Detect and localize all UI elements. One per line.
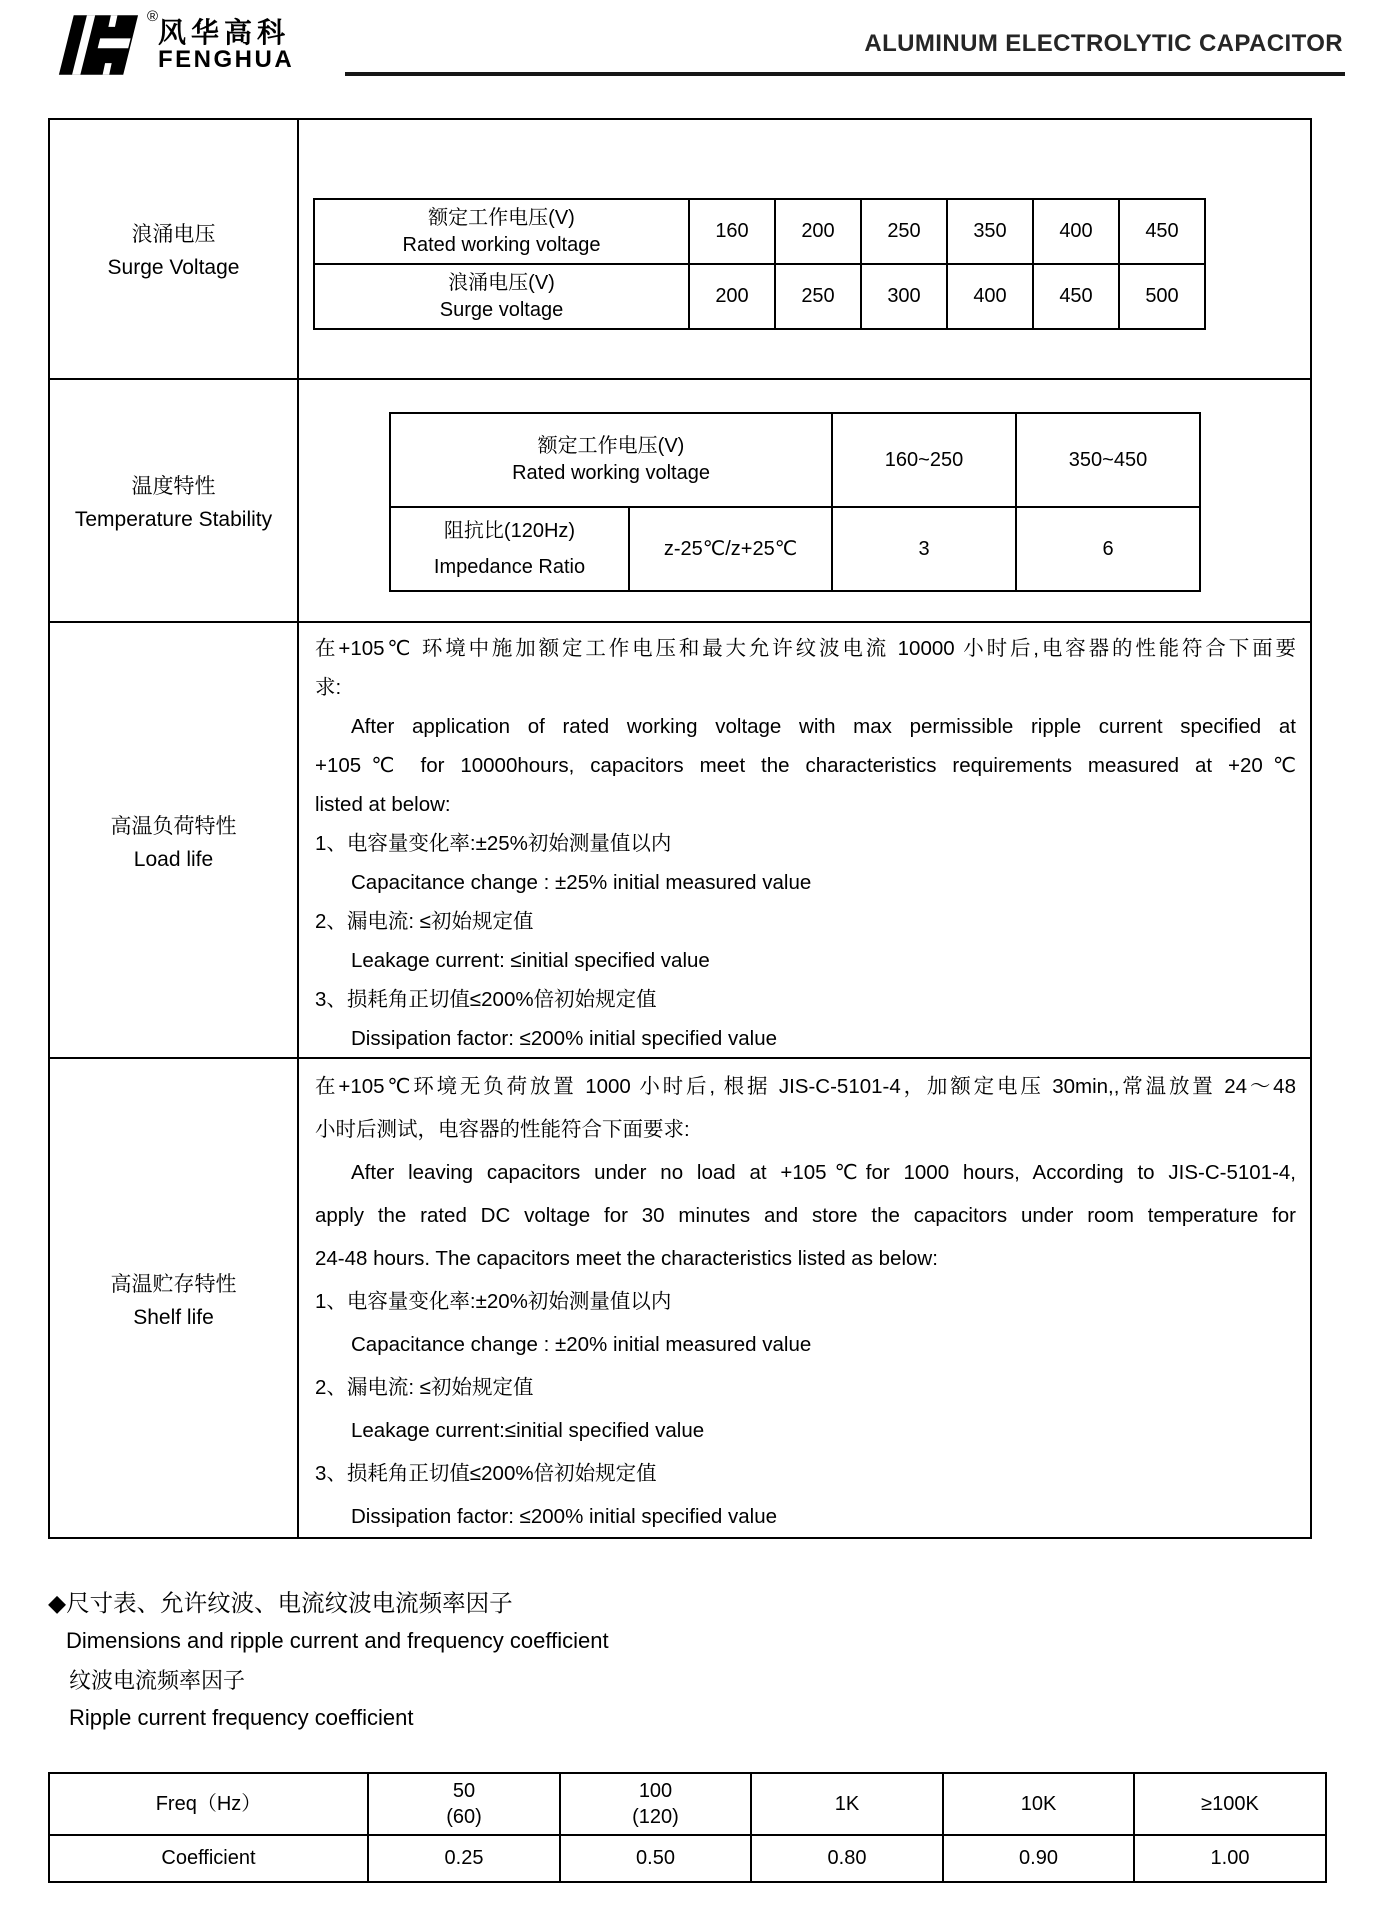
surge-voltage-value: 200 [689, 264, 775, 329]
document-title: ALUMINUM ELECTROLYTIC CAPACITOR [864, 30, 1343, 57]
load-life-line: Dissipation factor: ≤200% initial specified value [351, 1027, 778, 1050]
load-life-line: After application of rated working voltage with max permissible ripple current specified at [351, 715, 1296, 738]
surge-voltage-inner-table [313, 198, 1206, 330]
surge-voltage-value: 300 [861, 264, 947, 329]
load-life-line: +105℃ for 10000hours, capacitors meet the characteristics requirements measured at +20℃ [315, 754, 1296, 777]
fenghua-logo-mark [50, 8, 158, 78]
frequency-cell: ≥100K [1134, 1773, 1326, 1835]
temperature-stability-row [50, 378, 1310, 621]
frequency-row [49, 1773, 1326, 1835]
coefficient-cell: 0.80 [751, 1835, 943, 1882]
temperature-rated-voltage-header: 额定工作电压(V) Rated working voltage [390, 413, 832, 507]
impedance-condition-cell: z-25℃/z+25℃ [629, 507, 832, 591]
characteristics-table [48, 118, 1312, 1539]
impedance-value-cell: 3 [832, 507, 1016, 591]
frequency-cell: 10K [943, 1773, 1134, 1835]
section-subheading-cn: 纹波电流频率因子 [69, 1668, 246, 1693]
surge-voltage-value: 400 [947, 264, 1033, 329]
temperature-stability-label-en: Temperature Stability [74, 507, 273, 531]
rated-voltage-value: 160 [689, 199, 775, 264]
voltage-range-cell: 350~450 [1016, 413, 1200, 507]
surge-voltage-row-label [50, 120, 299, 378]
frequency-cell: 50 (60) [368, 1773, 560, 1835]
rated-voltage-row [314, 199, 1205, 264]
temperature-inner-table [389, 412, 1201, 592]
temperature-stability-content [299, 380, 1310, 621]
shelf-life-label-cn: 高温贮存特性 [110, 1272, 237, 1296]
load-life-row-label [50, 623, 299, 1058]
surge-voltage-value: 450 [1033, 264, 1119, 329]
load-life-content [299, 623, 1310, 1058]
shelf-life-content [299, 1059, 1310, 1538]
frequency-cell: 100 (120) [560, 1773, 751, 1835]
logo-english-name: FENGHUA [158, 46, 295, 74]
shelf-life-line: Capacitance change : ±20% initial measured value [351, 1333, 812, 1356]
frequency-cell: 1K [751, 1773, 943, 1835]
shelf-life-text [299, 1059, 1310, 1538]
section-subheading-en: Ripple current frequency coefficient [69, 1705, 414, 1730]
voltage-range-cell: 160~250 [832, 413, 1016, 507]
shelf-life-line: 在+105℃环境无负荷放置 1000 小时后, 根据 JIS-C-5101-4，加额定电压 30min,,常温放置 24～48 [315, 1075, 1296, 1098]
coefficient-cell: 0.50 [560, 1835, 751, 1882]
shelf-life-row [50, 1057, 1310, 1537]
load-life-label-cn: 高温负荷特性 [110, 814, 237, 838]
shelf-life-label-en: Shelf life [133, 1305, 214, 1329]
surge-voltage-values-row [314, 264, 1205, 329]
dimensions-section-heading [48, 1584, 609, 1731]
coefficient-cell: 0.25 [368, 1835, 560, 1882]
load-life-line: Leakage current: ≤initial specified value [351, 949, 710, 972]
shelf-life-line: 24-48 hours. The capacitors meet the characteristics listed as below: [315, 1247, 938, 1270]
load-life-label-en: Load life [133, 847, 214, 871]
load-life-line: 2、漏电流: ≤初始规定值 [315, 910, 534, 933]
shelf-life-line: Dissipation factor: ≤200% initial specified value [351, 1505, 778, 1528]
shelf-life-line: apply the rated DC voltage for 30 minutes and store the capacitors under room temperature for [315, 1204, 1296, 1227]
fenghua-logo [50, 8, 295, 78]
surge-voltage-row [50, 120, 1310, 378]
surge-voltage-content [299, 120, 1310, 378]
surge-voltage-label-en: Surge Voltage [107, 256, 240, 279]
frequency-coefficient-table [48, 1772, 1327, 1883]
registered-trademark-icon: ® [146, 8, 158, 25]
temperature-stability-label-cn: 温度特性 [131, 474, 216, 498]
shelf-life-line: Leakage current:≤initial specified value [351, 1419, 705, 1442]
surge-voltage-header: 浪涌电压(V) Surge voltage [314, 264, 689, 329]
temperature-stability-row-label [50, 380, 299, 621]
rated-voltage-value: 200 [775, 199, 861, 264]
surge-voltage-value: 500 [1119, 264, 1205, 329]
header-divider [345, 72, 1345, 76]
logo-text [158, 18, 294, 73]
shelf-life-line: 1、电容量变化率:±20%初始测量值以内 [315, 1290, 672, 1313]
surge-voltage-label-cn: 浪涌电压 [131, 223, 216, 246]
surge-voltage-value: 250 [775, 264, 861, 329]
shelf-life-line: 3、损耗角正切值≤200%倍初始规定值 [315, 1462, 657, 1485]
rated-voltage-header: 额定工作电压(V) Rated working voltage [314, 199, 689, 264]
impedance-ratio-header: 阻抗比(120Hz) Impedance Ratio [390, 507, 629, 591]
load-life-line: listed at below: [315, 793, 451, 816]
rated-voltage-value: 400 [1033, 199, 1119, 264]
load-life-line: 在+105℃ 环境中施加额定工作电压和最大允许纹波电流 10000 小时后,电容器的性能符合下面要 [315, 637, 1296, 660]
frequency-row-label: Freq（Hz） [49, 1773, 368, 1835]
rated-voltage-value: 450 [1119, 199, 1205, 264]
coefficient-cell: 1.00 [1134, 1835, 1326, 1882]
shelf-life-line: After leaving capacitors under no load at +105℃for 1000 hours, According to JIS-C-5101-4, [351, 1161, 1296, 1184]
load-life-line: 3、损耗角正切值≤200%倍初始规定值 [315, 988, 657, 1011]
coefficient-row-label: Coefficient [49, 1835, 368, 1882]
load-life-line: 1、电容量变化率:±25%初始测量值以内 [315, 832, 672, 855]
load-life-line: 求: [315, 676, 342, 699]
impedance-value-cell: 6 [1016, 507, 1200, 591]
section-heading-en: Dimensions and ripple current and frequency coefficient [66, 1628, 609, 1653]
coefficient-row [49, 1835, 1326, 1882]
logo-chinese-name: 风华高科 [158, 16, 291, 48]
temperature-rated-voltage-row [390, 413, 1200, 507]
section-heading-cn: ◆尺寸表、允许纹波、电流纹波电流频率因子 [48, 1590, 513, 1616]
rated-voltage-value: 250 [861, 199, 947, 264]
impedance-ratio-row [390, 507, 1200, 591]
coefficient-cell: 0.90 [943, 1835, 1134, 1882]
shelf-life-line: 2、漏电流: ≤初始规定值 [315, 1376, 534, 1399]
rated-voltage-value: 350 [947, 199, 1033, 264]
load-life-text [299, 623, 1310, 1058]
fenghua-logo-icon [50, 12, 142, 78]
load-life-row [50, 621, 1310, 1057]
shelf-life-line: 小时后测试，电容器的性能符合下面要求: [315, 1118, 690, 1141]
load-life-line: Capacitance change : ±25% initial measured value [351, 871, 812, 894]
shelf-life-row-label [50, 1059, 299, 1538]
